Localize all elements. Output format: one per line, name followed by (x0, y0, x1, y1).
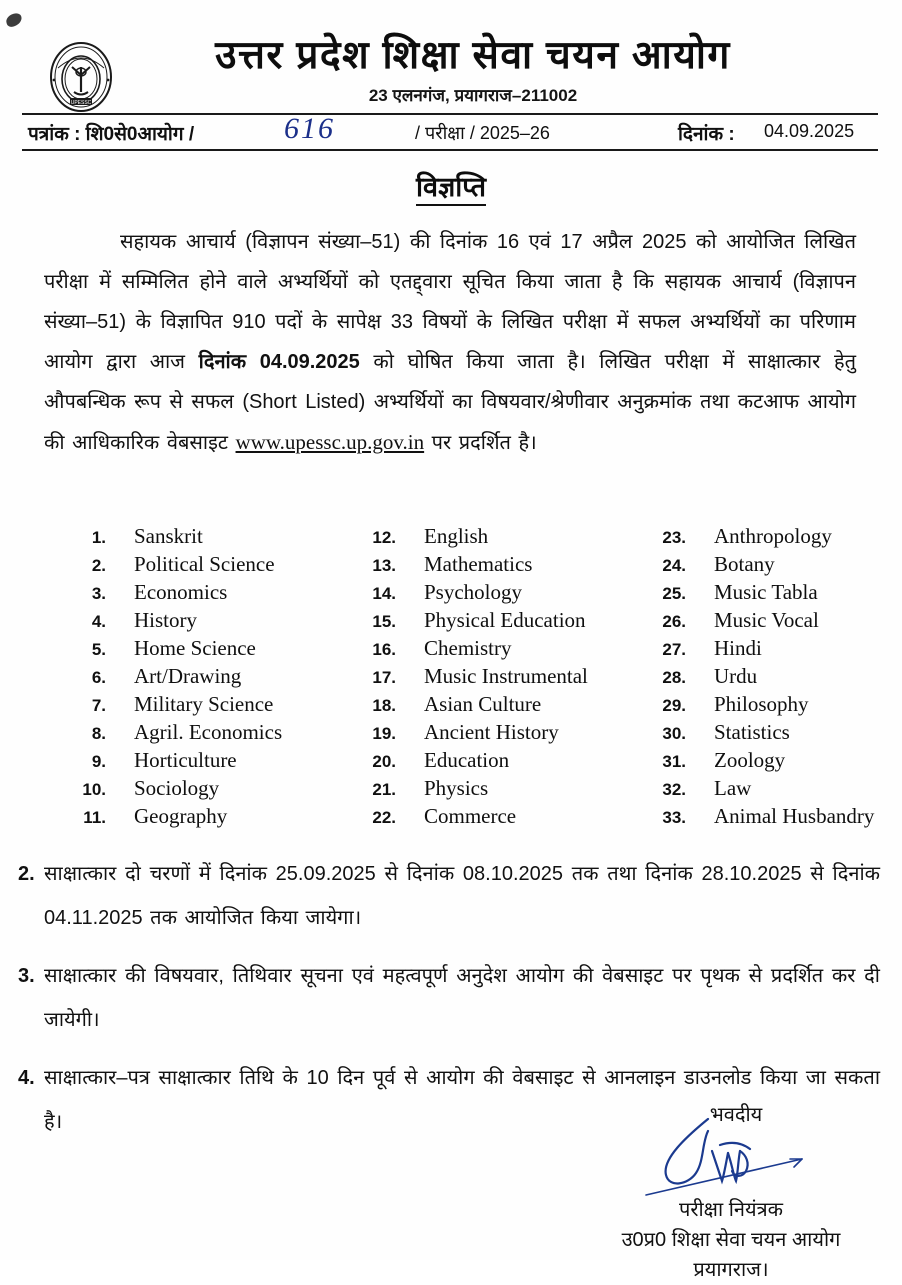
subject-row (52, 636, 342, 664)
subject-number: 22. (372, 808, 396, 827)
subject-number: 23. (662, 528, 686, 547)
subject-number: 24. (662, 556, 686, 575)
subject-row (632, 608, 878, 636)
notice-title (0, 167, 902, 204)
subject-number: 9. (91, 752, 106, 771)
organisation-address: 23 एलनगंज, प्रयागराज–211002 (368, 85, 578, 105)
subject-name: Commerce (424, 804, 517, 828)
subject-name: Asian Culture (424, 692, 542, 716)
subject-number: 32. (662, 780, 686, 799)
subject-name: Statistics (714, 720, 790, 744)
notice-clause (18, 852, 880, 940)
commission-website-link[interactable]: www.upessc.up.gov.in (235, 430, 425, 454)
subject-row (52, 804, 342, 832)
subject-row (52, 608, 342, 636)
subject-row (52, 692, 342, 720)
subject-row (342, 804, 632, 832)
reference-middle-text: / परीक्षा / 2025–26 (415, 123, 550, 143)
subject-column-1 (52, 524, 342, 832)
signatory-designation: परीक्षा नियंत्रक (678, 1199, 784, 1221)
subject-name: Geography (134, 804, 228, 828)
subject-row (632, 776, 878, 804)
subject-row (632, 552, 878, 580)
subject-name: Music Tabla (714, 580, 818, 604)
document-header (0, 36, 902, 106)
subject-row (632, 692, 878, 720)
subject-number: 1. (91, 528, 106, 547)
subject-row (52, 664, 342, 692)
notice-body-part-1: सहायक आचार्य (विज्ञापन संख्या–51) की दिनांक 16 एवं 17 अप्रैल 2025 को आयोजित लिखित परीक्षा में सम्मिलित होने वाले अभ्यर्थियों को एतद्द्वारा सूचित किया जाता है कि सहायक आचार्य (विज्ञापन संख्या–51) के विज्ञापित 910 पदों के सापेक्ष 33 विषयों के लिखित परीक्षा में सफल अभ्यर्थियों का परिणाम आयोग द्वारा आज (44, 231, 856, 373)
subject-row (52, 720, 342, 748)
subject-name: Urdu (714, 664, 758, 688)
scan-artifact-smudge (5, 12, 24, 28)
subject-name: Music Instrumental (424, 664, 588, 688)
subject-row (342, 692, 632, 720)
signature-salutation: भवदीय (709, 1104, 763, 1126)
subject-number: 18. (372, 696, 396, 715)
subject-number: 5. (91, 640, 106, 659)
subject-row (632, 804, 878, 832)
subject-number: 20. (372, 752, 396, 771)
subject-number: 31. (662, 752, 686, 771)
handwritten-signature (616, 1115, 846, 1205)
subject-number: 16. (372, 640, 396, 659)
subject-name: Agril. Economics (134, 720, 283, 744)
notice-body-part-2: को घोषित किया जाता है। लिखित परीक्षा में साक्षात्कार हेतु औपबन्धिक रूप से सफल (Short Listed) अभ्यर्थियों का विषयवार/श्रेणीवार अनुक्रमांक तथा कटआफ आयोग की आधिकारिक वेबसाइट (44, 351, 856, 454)
organisation-title: उत्तर प्रदेश शिक्षा सेवा चयन आयोग (215, 34, 731, 77)
subject-column-3 (632, 524, 878, 832)
subject-row (342, 636, 632, 664)
subject-number: 19. (372, 724, 396, 743)
subject-name: Philosophy (714, 692, 809, 716)
subject-row (52, 524, 342, 552)
reference-label: पत्रांक : शि0से0आयोग / (28, 124, 195, 145)
subject-row (342, 776, 632, 804)
subject-number: 13. (372, 556, 396, 575)
subject-number: 30. (662, 724, 686, 743)
subject-row (632, 748, 878, 776)
subject-number: 10. (82, 780, 106, 799)
subject-number: 3. (91, 584, 106, 603)
subject-name: Military Science (134, 692, 274, 716)
subject-number: 15. (372, 612, 396, 631)
subject-number: 21. (372, 780, 396, 799)
subject-name: Mathematics (424, 552, 533, 576)
subject-row (632, 636, 878, 664)
subject-name: Horticulture (134, 748, 237, 772)
subject-row (342, 664, 632, 692)
subject-row (52, 580, 342, 608)
subject-column-2 (342, 524, 632, 832)
subject-name: Sociology (134, 776, 220, 800)
subject-name: History (134, 608, 197, 632)
signatory-place: प्रयागराज। (693, 1259, 769, 1281)
subject-name: Art/Drawing (134, 664, 242, 688)
subject-number: 27. (662, 640, 686, 659)
subject-row (342, 608, 632, 636)
notice-body-paragraph (44, 222, 856, 463)
subject-name: Physics (424, 776, 489, 800)
clause-text: साक्षात्कार की विषयवार, तिथिवार सूचना एवं महत्वपूर्ण अनुदेश आयोग की वेबसाइट पर पृथक से प्रदर्शित कर दी जायेगी। (44, 965, 880, 1031)
reference-date-value: 04.09.2025 (764, 121, 855, 141)
subject-number: 29. (662, 696, 686, 715)
subject-number: 7. (91, 696, 106, 715)
subject-name: Education (424, 748, 510, 772)
subject-row (52, 748, 342, 776)
notice-body-part-3: पर प्रदर्शित है। (424, 432, 537, 454)
subject-name: Physical Education (424, 608, 586, 632)
subject-number: 12. (372, 528, 396, 547)
clause-number: 2. (18, 863, 35, 885)
subject-row (342, 580, 632, 608)
subject-number: 17. (372, 668, 396, 687)
reference-date-label: दिनांक : (678, 124, 735, 145)
notice-body-bold-date: दिनांक 04.09.2025 (198, 351, 360, 373)
subject-name: Anthropology (714, 524, 832, 548)
subject-name: Botany (714, 552, 775, 576)
subject-name: Music Vocal (714, 608, 819, 632)
subject-name: Home Science (134, 636, 256, 660)
subject-name: Economics (134, 580, 228, 604)
subject-row (632, 524, 878, 552)
signature-block (560, 1100, 902, 1285)
subject-row (632, 664, 878, 692)
subject-name: Law (714, 776, 752, 800)
subject-list (52, 524, 878, 832)
subject-number: 33. (662, 808, 686, 827)
notice-title-text: विज्ञप्ति (416, 172, 486, 206)
subject-row (632, 720, 878, 748)
subject-name: Zoology (714, 748, 786, 772)
clause-text: साक्षात्कार–पत्र साक्षात्कार तिथि के 10 दिन पूर्व से आयोग की वेबसाइट से आनलाइन डाउनलोड किया जा सकता है। (44, 1067, 880, 1133)
subject-number: 25. (662, 584, 686, 603)
subject-row (342, 524, 632, 552)
reference-handwritten-number: 616 (284, 112, 335, 145)
subject-row (342, 552, 632, 580)
subject-number: 6. (91, 668, 106, 687)
subject-number: 4. (91, 612, 106, 631)
subject-name: Political Science (134, 552, 275, 576)
subject-row (342, 748, 632, 776)
clause-text: साक्षात्कार दो चरणों में दिनांक 25.09.2025 से दिनांक 08.10.2025 तक तथा दिनांक 28.10.2025 से दिनांक 04.11.2025 तक आयोजित किया जायेगा। (44, 863, 880, 929)
clause-number: 3. (18, 965, 35, 987)
subject-name: Ancient History (424, 720, 559, 744)
subject-name: Animal Husbandry (714, 804, 875, 828)
signatory-organisation: उ0प्र0 शिक्षा सेवा चयन आयोग (621, 1229, 841, 1251)
subject-number: 11. (83, 808, 106, 827)
subject-name: Chemistry (424, 636, 512, 660)
svg-text:UPESSC: UPESSC (70, 100, 92, 106)
subject-row (632, 580, 878, 608)
subject-row (52, 552, 342, 580)
subject-number: 26. (662, 612, 686, 631)
subject-row (52, 776, 342, 804)
subject-name: Sanskrit (134, 524, 203, 548)
clause-number: 4. (18, 1067, 35, 1089)
subject-name: English (424, 524, 489, 548)
subject-number: 14. (372, 584, 396, 603)
notice-clause (18, 954, 880, 1042)
subject-name: Hindi (714, 636, 762, 660)
subject-number: 28. (662, 668, 686, 687)
reference-number-band (22, 113, 878, 151)
subject-name: Psychology (424, 580, 523, 604)
subject-row (342, 720, 632, 748)
subject-number: 8. (91, 724, 106, 743)
subject-number: 2. (91, 556, 106, 575)
